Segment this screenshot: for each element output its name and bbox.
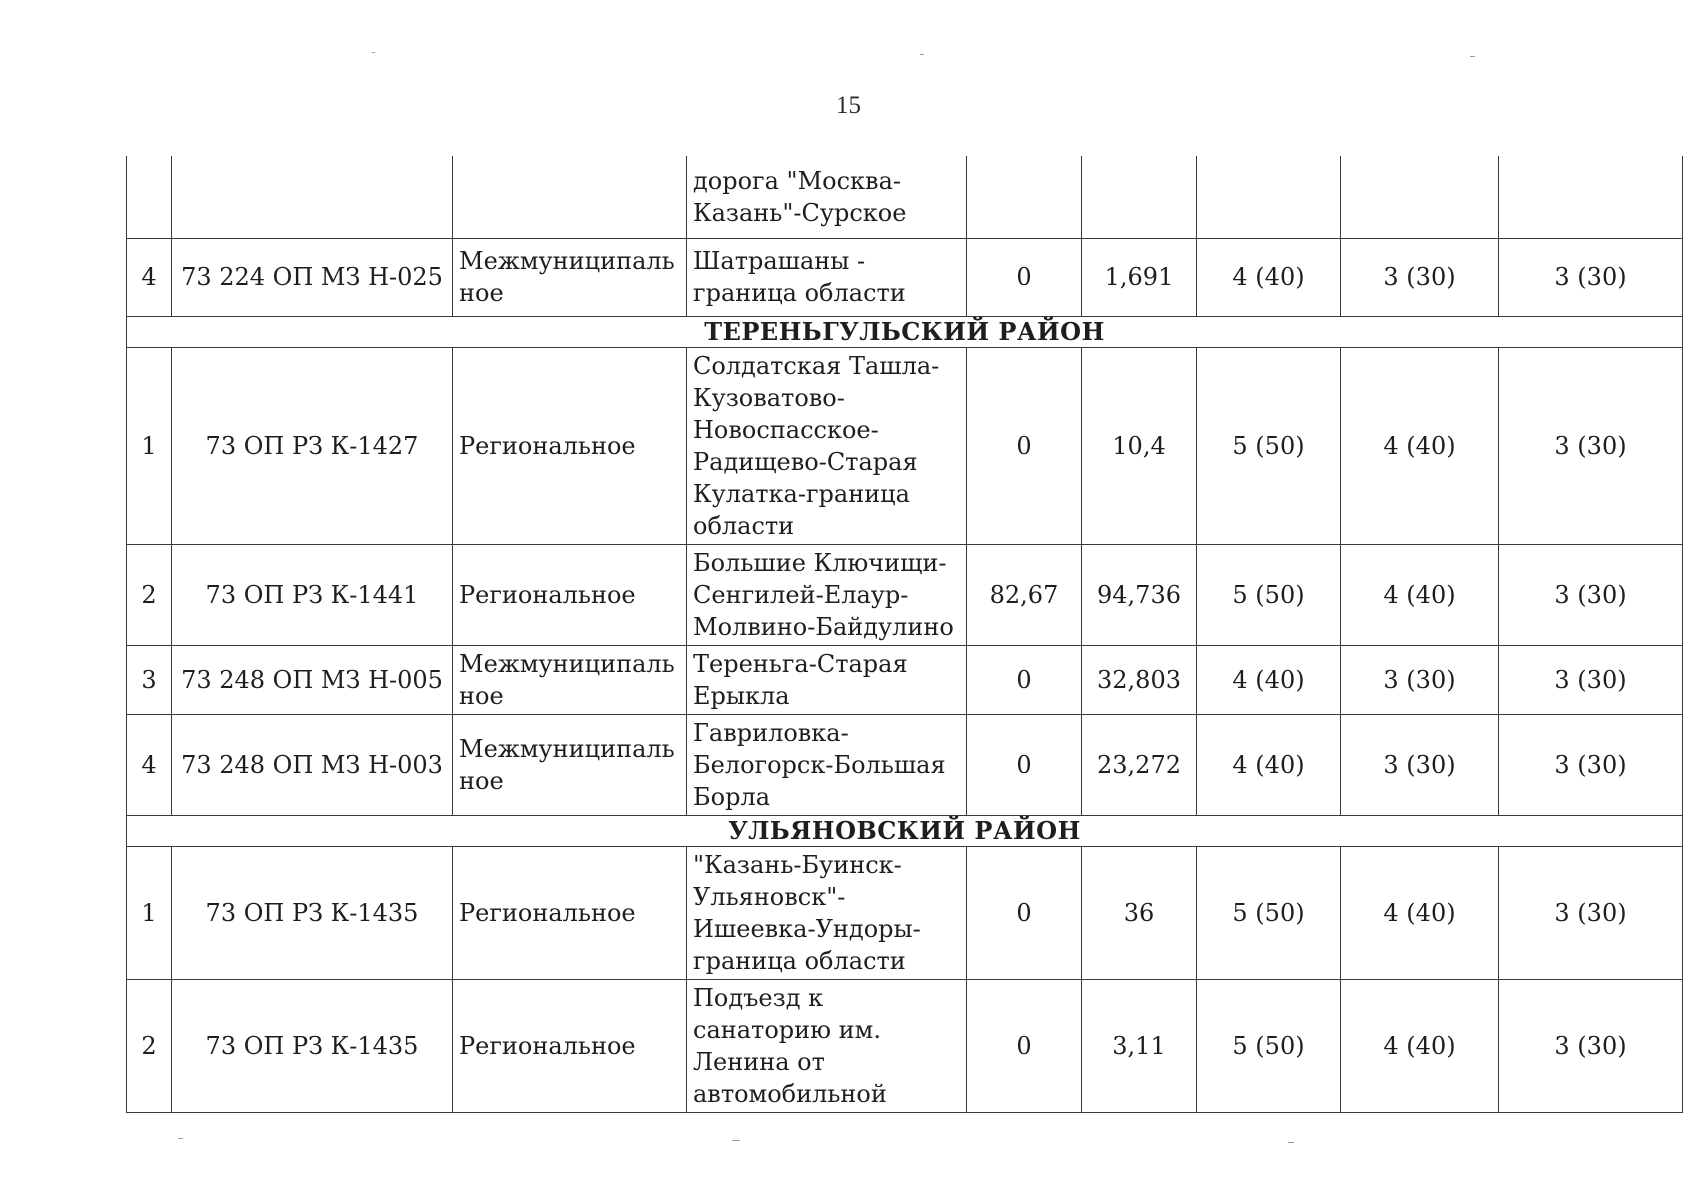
- road-name-line: Кузоватово-: [693, 383, 845, 412]
- row-number: 1: [127, 347, 172, 544]
- category-a: 5 (50): [1197, 846, 1341, 979]
- road-name: [687, 846, 967, 979]
- road-name-line: Новоспасское-: [693, 415, 879, 444]
- scan-speck: [372, 52, 375, 53]
- road-name-line: Подъезд к: [693, 983, 824, 1012]
- km-end: 1,691: [1082, 238, 1197, 316]
- category-c: 3 (30): [1499, 714, 1683, 815]
- table-row: [127, 846, 1683, 979]
- page-number: 15: [836, 92, 861, 119]
- road-name-line: Борла: [693, 782, 771, 811]
- scan-speck: [1288, 1142, 1294, 1143]
- road-type: [453, 645, 687, 714]
- table-row: [127, 544, 1683, 645]
- road-name-line: Большие Ключищи-: [693, 548, 947, 577]
- row-number: 4: [127, 714, 172, 815]
- table-row: [127, 645, 1683, 714]
- km-end: 94,736: [1082, 544, 1197, 645]
- road-code: 73 ОП РЗ К-1441: [172, 544, 453, 645]
- km-start: 0: [967, 347, 1082, 544]
- table-row: [127, 979, 1683, 1112]
- category-c: [1499, 156, 1683, 238]
- road-code: 73 ОП РЗ К-1427: [172, 347, 453, 544]
- category-c: 3 (30): [1499, 347, 1683, 544]
- km-start: 0: [967, 714, 1082, 815]
- road-name-line: дорога "Москва-: [693, 166, 901, 195]
- km-start: 82,67: [967, 544, 1082, 645]
- road-type: [453, 714, 687, 815]
- road-name: [687, 544, 967, 645]
- road-type-line: Межмуниципаль: [459, 247, 675, 275]
- scan-speck: [732, 1140, 740, 1141]
- category-b: 3 (30): [1341, 645, 1499, 714]
- scan-speck: [178, 1138, 183, 1139]
- road-type: Региональное: [453, 347, 687, 544]
- road-name-line: санаторию им.: [693, 1015, 881, 1044]
- road-name: [687, 238, 967, 316]
- road-code: [172, 156, 453, 238]
- road-name-line: граница области: [693, 946, 906, 975]
- section-header-row: [127, 316, 1683, 347]
- road-name-line: Кулатка-граница: [693, 479, 910, 508]
- road-name-line: автомобильной: [693, 1079, 887, 1108]
- road-type-line: Межмуниципаль: [459, 649, 675, 678]
- category-a: [1197, 156, 1341, 238]
- category-a: 4 (40): [1197, 714, 1341, 815]
- table-row: [127, 238, 1683, 316]
- category-c: 3 (30): [1499, 979, 1683, 1112]
- road-name-line: Сенгилей-Елаур-: [693, 580, 909, 609]
- category-a: 5 (50): [1197, 347, 1341, 544]
- km-end: 10,4: [1082, 347, 1197, 544]
- road-name-line: Белогорск-Большая: [693, 750, 946, 779]
- category-a: 4 (40): [1197, 645, 1341, 714]
- km-start: 0: [967, 846, 1082, 979]
- category-c: 3 (30): [1499, 544, 1683, 645]
- category-c: 3 (30): [1499, 645, 1683, 714]
- road-code: 73 248 ОП МЗ Н-005: [172, 645, 453, 714]
- category-a: 5 (50): [1197, 544, 1341, 645]
- category-b: 4 (40): [1341, 544, 1499, 645]
- road-name-line: Шатрашаны -: [693, 247, 866, 275]
- road-name-line: Тереньга-Старая: [693, 649, 908, 678]
- road-type: [453, 156, 687, 238]
- km-start: 0: [967, 979, 1082, 1112]
- road-type-line: ное: [459, 681, 504, 710]
- road-name-line: Гавриловка-: [693, 718, 849, 747]
- road-name-line: Ульяновск"-: [693, 882, 846, 911]
- category-c: 3 (30): [1499, 846, 1683, 979]
- category-b: 4 (40): [1341, 979, 1499, 1112]
- row-number: 2: [127, 979, 172, 1112]
- km-end: 3,11: [1082, 979, 1197, 1112]
- road-name: [687, 979, 967, 1112]
- category-b: [1341, 156, 1499, 238]
- section-header-row: [127, 815, 1683, 846]
- table-row: [127, 714, 1683, 815]
- road-name: [687, 156, 967, 238]
- category-a: 4 (40): [1197, 238, 1341, 316]
- road-type: Региональное: [453, 544, 687, 645]
- km-end: 32,803: [1082, 645, 1197, 714]
- section-title-terengul: ТЕРЕНЬГУЛЬСКИЙ РАЙОН: [127, 316, 1683, 347]
- road-code: 73 224 ОП МЗ Н-025: [172, 238, 453, 316]
- road-type: Региональное: [453, 979, 687, 1112]
- km-start: 0: [967, 238, 1082, 316]
- road-name: [687, 714, 967, 815]
- km-end: 23,272: [1082, 714, 1197, 815]
- road-name-line: Ишеевка-Ундоры-: [693, 914, 921, 943]
- row-number: 3: [127, 645, 172, 714]
- km-end: 36: [1082, 846, 1197, 979]
- road-name-line: Солдатская Ташла-: [693, 351, 940, 380]
- road-code: 73 ОП РЗ К-1435: [172, 846, 453, 979]
- table-row: [127, 156, 1683, 238]
- road-type-line: ное: [459, 279, 504, 307]
- row-number: 2: [127, 544, 172, 645]
- road-type-line: ное: [459, 766, 504, 795]
- road-name-line: Ленина от: [693, 1047, 825, 1076]
- category-a: 5 (50): [1197, 979, 1341, 1112]
- road-name-line: Ерыкла: [693, 681, 790, 710]
- row-number: [127, 156, 172, 238]
- category-c: 3 (30): [1499, 238, 1683, 316]
- row-number: 4: [127, 238, 172, 316]
- road-name-line: Радищево-Старая: [693, 447, 918, 476]
- road-name-line: области: [693, 511, 795, 540]
- km-start: [967, 156, 1082, 238]
- category-b: 3 (30): [1341, 238, 1499, 316]
- category-b: 4 (40): [1341, 347, 1499, 544]
- row-number: 1: [127, 846, 172, 979]
- road-type: [453, 238, 687, 316]
- road-name-line: Казань"-Сурское: [693, 198, 907, 227]
- table-row: [127, 347, 1683, 544]
- roads-table: [126, 156, 1683, 1113]
- category-b: 3 (30): [1341, 714, 1499, 815]
- road-code: 73 ОП РЗ К-1435: [172, 979, 453, 1112]
- road-name: [687, 347, 967, 544]
- road-name-line: "Казань-Буинск-: [693, 850, 902, 879]
- scan-speck: [1470, 56, 1475, 57]
- km-end: [1082, 156, 1197, 238]
- road-name-line: граница области: [693, 279, 906, 307]
- scan-speck: [920, 54, 924, 55]
- category-b: 4 (40): [1341, 846, 1499, 979]
- section-title-ulyanovsk: УЛЬЯНОВСКИЙ РАЙОН: [127, 815, 1683, 846]
- roads-table-container: [126, 156, 1682, 1113]
- km-start: 0: [967, 645, 1082, 714]
- road-name-line: Молвино-Байдулино: [693, 612, 954, 641]
- road-type: Региональное: [453, 846, 687, 979]
- road-name: [687, 645, 967, 714]
- road-code: 73 248 ОП МЗ Н-003: [172, 714, 453, 815]
- road-type-line: Межмуниципаль: [459, 734, 675, 763]
